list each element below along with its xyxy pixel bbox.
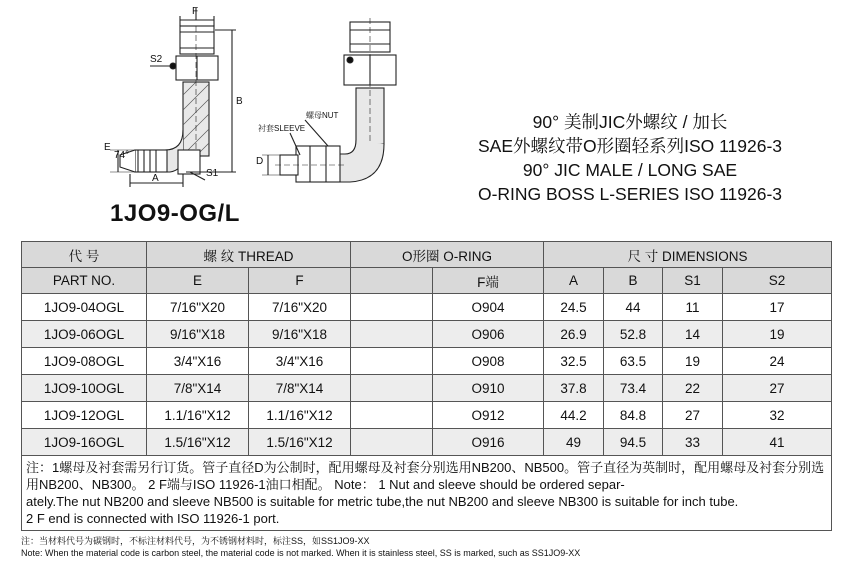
note-en-1: ately.The nut NB200 and sleeve NB500 is suitable for metric tube,the nut NB200 and sleeve NB300 is suitable for inch tube. <box>26 494 739 509</box>
table-row <box>22 321 832 348</box>
cell-thread-f: 1.5/16"X12 <box>249 429 351 456</box>
cell-thread-e: 1.1/16"X12 <box>147 402 249 429</box>
cell-thread-e: 1.5/16"X12 <box>147 429 249 456</box>
dim-angle-label: 74° <box>114 150 130 161</box>
cell-o-ring-f-end: O908 <box>433 348 544 375</box>
cell-o-ring-blank <box>351 402 433 429</box>
nut-label: 螺母NUT <box>306 111 339 120</box>
title-line-1: 90° 美制JIC外螺纹 / 加长 <box>532 112 728 132</box>
cell-o-ring-blank <box>351 348 433 375</box>
table-row <box>22 294 832 321</box>
cell-dim-b: 94.5 <box>604 429 663 456</box>
dim-b-label: B <box>236 96 243 107</box>
dim-f-label: F <box>192 6 199 17</box>
cell-thread-e: 9/16"X18 <box>147 321 249 348</box>
cell-o-ring-f-end: O916 <box>433 429 544 456</box>
cell-dim-a: 26.9 <box>544 321 604 348</box>
cell-dim-s2: 41 <box>723 429 832 456</box>
table-note-row <box>22 456 832 531</box>
header-part-no-cn: 代 号 <box>22 242 147 268</box>
table-row <box>22 375 832 402</box>
header-blank <box>351 268 433 294</box>
cell-dim-s2: 17 <box>723 294 832 321</box>
header-s2: S2 <box>723 268 832 294</box>
dim-s1-label: S1 <box>206 168 219 179</box>
table-row <box>22 402 832 429</box>
cell-dim-s1: 14 <box>663 321 723 348</box>
note-en-2: 2 F end is connected with ISO 11926-1 port. <box>26 511 280 526</box>
cell-dim-a: 49 <box>544 429 604 456</box>
cell-dim-s1: 22 <box>663 375 723 402</box>
cell-o-ring-f-end: O912 <box>433 402 544 429</box>
header-f-end: F端 <box>433 268 544 294</box>
cell-dim-s1: 27 <box>663 402 723 429</box>
header-a: A <box>544 268 604 294</box>
product-description <box>420 110 840 206</box>
cell-o-ring-f-end: O910 <box>433 375 544 402</box>
cell-dim-s1: 11 <box>663 294 723 321</box>
title-line-3: 90° JIC MALE / LONG SAE <box>522 160 738 180</box>
header-dimensions: 尺 寸 DIMENSIONS <box>544 242 832 268</box>
part-title: 1JO9-OG/L <box>110 200 240 227</box>
cell-o-ring-f-end: O904 <box>433 294 544 321</box>
cell-thread-f: 9/16"X18 <box>249 321 351 348</box>
note-cn: 注：1螺母及衬套需另行订货。管子直径D为公制时，配用螺母及衬套分别选用NB200、NB500。管子直径为英制时，配用螺母及衬套分别选用NB200、NB300。 2 F端与ISO 11926-1油口相配。 Note： 1 Nut and sleeve should be ordered separ- <box>26 460 825 492</box>
header-o-ring: O形圈 O-RING <box>351 242 544 268</box>
table-header-sub <box>22 268 832 294</box>
cell-dim-a: 37.8 <box>544 375 604 402</box>
title-line-2: SAE外螺纹带O形圈轻系列ISO 11926-3 <box>477 136 783 156</box>
cell-part-no: 1JO9-16OGL <box>22 429 147 456</box>
cell-thread-f: 3/4"X16 <box>249 348 351 375</box>
cell-dim-s2: 32 <box>723 402 832 429</box>
cell-part-no: 1JO9-10OGL <box>22 375 147 402</box>
cell-dim-s2: 19 <box>723 321 832 348</box>
cell-dim-a: 24.5 <box>544 294 604 321</box>
cell-dim-s1: 19 <box>663 348 723 375</box>
table-note <box>22 456 832 531</box>
table-row <box>22 429 832 456</box>
cell-dim-s2: 24 <box>723 348 832 375</box>
cell-dim-b: 52.8 <box>604 321 663 348</box>
cell-part-no: 1JO9-08OGL <box>22 348 147 375</box>
title-line-4: O-RING BOSS L-SERIES ISO 11926-3 <box>477 184 783 204</box>
table-body <box>22 294 832 456</box>
cell-thread-e: 3/4"X16 <box>147 348 249 375</box>
cell-o-ring-blank <box>351 294 433 321</box>
header-s1: S1 <box>663 268 723 294</box>
cell-o-ring-f-end: O906 <box>433 321 544 348</box>
dim-e-label: E <box>104 142 111 153</box>
cell-o-ring-blank <box>351 375 433 402</box>
sleeve-label: 衬套SLEEVE <box>258 124 306 133</box>
cell-thread-f: 7/8"X14 <box>249 375 351 402</box>
header-e: E <box>147 268 249 294</box>
header-f: F <box>249 268 351 294</box>
cell-dim-b: 44 <box>604 294 663 321</box>
cell-part-no: 1JO9-04OGL <box>22 294 147 321</box>
spec-table <box>21 241 832 531</box>
cell-thread-e: 7/8"X14 <box>147 375 249 402</box>
cell-dim-b: 63.5 <box>604 348 663 375</box>
footnote-en: Note: When the material code is carbon steel, the material code is not marked. When it is stainless steel, SS is marked, such as SS1JO9-XX <box>21 548 581 558</box>
cell-dim-a: 44.2 <box>544 402 604 429</box>
dim-a-label: A <box>152 173 159 184</box>
cell-part-no: 1JO9-12OGL <box>22 402 147 429</box>
cell-o-ring-blank <box>351 429 433 456</box>
header-b: B <box>604 268 663 294</box>
cell-thread-f: 7/16"X20 <box>249 294 351 321</box>
footnotes <box>21 535 841 559</box>
cell-thread-e: 7/16"X20 <box>147 294 249 321</box>
dim-d-label: D <box>256 156 264 167</box>
cell-part-no: 1JO9-06OGL <box>22 321 147 348</box>
cell-dim-b: 84.8 <box>604 402 663 429</box>
cell-dim-b: 73.4 <box>604 375 663 402</box>
header-part-no: PART NO. <box>22 268 147 294</box>
cell-o-ring-blank <box>351 321 433 348</box>
dim-s2-label: S2 <box>150 54 163 65</box>
cell-dim-s1: 33 <box>663 429 723 456</box>
cell-dim-a: 32.5 <box>544 348 604 375</box>
cell-dim-s2: 27 <box>723 375 832 402</box>
cell-thread-f: 1.1/16"X12 <box>249 402 351 429</box>
footnote-cn: 注：当材料代号为碳钢时，不标注材料代号，为不锈钢材料时，标注SS，如SS1JO9-XX <box>21 536 370 546</box>
table-header-top <box>22 242 832 268</box>
table-row <box>22 348 832 375</box>
header-thread: 螺 纹 THREAD <box>147 242 351 268</box>
